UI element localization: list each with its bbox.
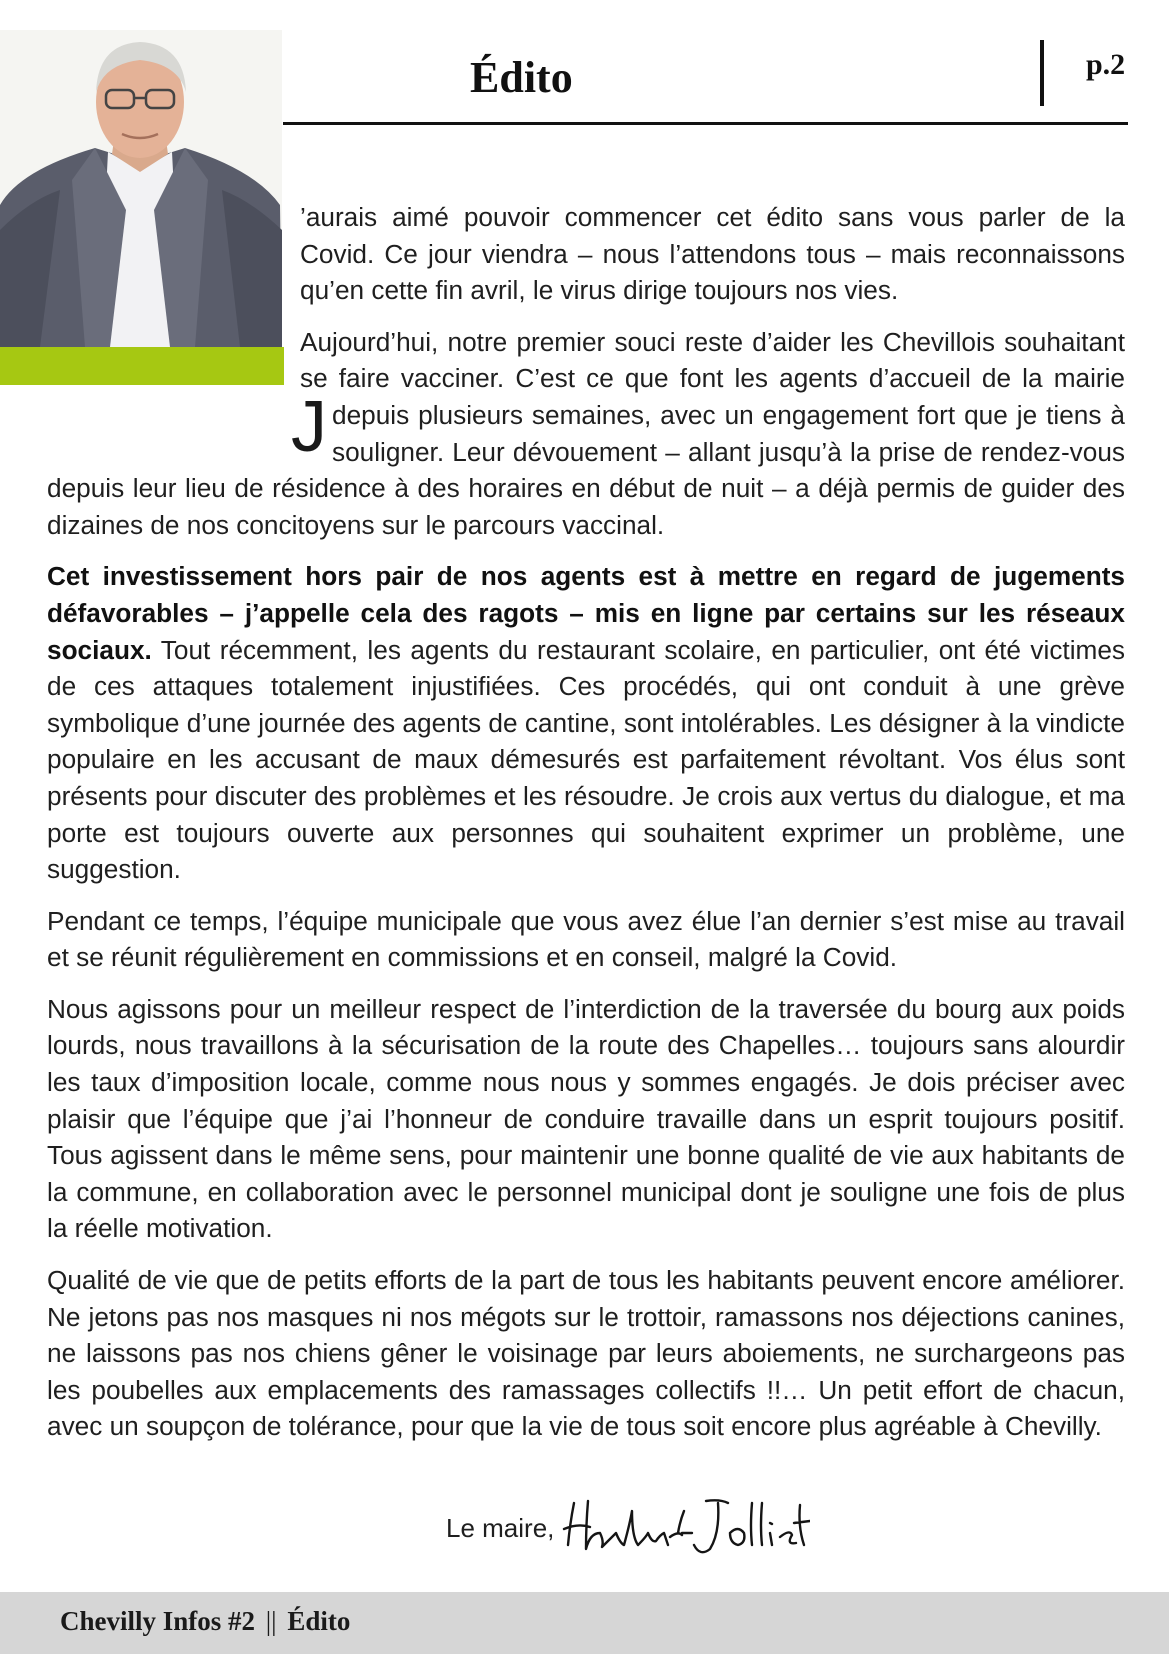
title-underline (283, 122, 1128, 125)
paragraph-2: Aujourd’hui, notre premier souci reste d’aider les Chevillois souhaitant se faire vacciner. C’est ce que font les agents d’accueil de la mairie depuis plusieurs semaines, avec un engagement fort que je tiens à souligner. Leur dévouement – allant jusqu’à la prise de rendez-vous depuis leur lieu de résidence à des horaires en début de nuit – a déjà permis de guider des dizaines de nos concitoyens sur le parcours vaccinal. (47, 326, 1125, 540)
paragraph-6: Qualité de vie que de petits efforts de la part de tous les habitants peuvent encore améliorer. Ne jetons pas nos masques ni nos mégots sur le trottoir, ramassons nos déjections canines, ne laissons pas nos chiens gêner le voisinage par leurs aboiements, ne surchargeons pas les poubelles aux emplacements des ramassages collectifs !!… Un petit effort de chacun, avec un soupçon de tolérance, pour que la vie de tous soit encore plus agréable à Chevilly. (47, 1265, 1125, 1442)
signature-block (446, 1498, 810, 1558)
dropcap: J (291, 387, 327, 467)
paragraph-3-bold: Cet investissement hors pair de nos agents est à mettre en regard de jugements défavorables – j’appelle cela des ragots – mis en ligne par certains sur les réseaux sociaux. (47, 561, 1125, 665)
paragraph-3-text: Tout récemment, les agents du restaurant scolaire, en particulier, ont été victimes de ces attaques totalement injustifiées. Ces procédés, qui ont conduit à une grève symbolique d’une journée des agents de cantine, sont intolérables. Les désigner à la vindicte populaire en les accusant de maux démesurés est parfaitement révoltant. Vos élus sont présents pour discuter des problèmes et les résoudre. Je crois aux vertus du dialogue, et ma porte est toujours ouverte aux personnes qui souhaitent exprimer un problème, une suggestion. (47, 634, 1125, 885)
page-title: Édito (470, 53, 573, 102)
photo-wrap-space-lower (47, 397, 293, 447)
paragraph-4: Pendant ce temps, l’équipe municipale que vous avez élue l’an dernier s’est mise au travail et se réunit régulièrement en commissions et en conseil, malgré la Covid. (47, 905, 1125, 973)
page-number: p.2 (1086, 48, 1126, 81)
footer-publication: Chevilly Infos #2 (60, 1606, 256, 1636)
footer-label (60, 1606, 350, 1637)
header-divider (1040, 40, 1044, 106)
article-body (47, 199, 1125, 1460)
footer-separator: || (265, 1606, 277, 1636)
footer-section: Édito (287, 1606, 351, 1636)
paragraph-1-text: ’aurais aimé pouvoir commencer cet édito sans vous parler de la Covid. Ce jour viendra – nous l’attendons tous – mais reconnaissons qu’en cette fin avril, le virus dirige toujours nos vies. (300, 202, 1125, 306)
photo-wrap-space (47, 199, 300, 397)
paragraph-3 (47, 558, 1125, 887)
page-footer (0, 1592, 1169, 1654)
paragraph-5: Nous agissons pour un meilleur respect de l’interdiction de la traversée du bourg aux poids lourds, nous travaillons à la sécurisation de la route des Chapelles… toujours sans alourdir les taux d’imposition locale, comme nous nous y sommes engagés. Je dois préciser avec plaisir que l’équipe que j’ai l’honneur de conduire travaille dans un esprit toujours positif. Tous agissent dans le même sens, pour maintenir une bonne qualité de vie aux habitants de la commune, en collaboration avec le personnel municipal dont je souligne une fois de plus la réelle motivation. (47, 993, 1125, 1244)
handwritten-signature (560, 1493, 810, 1563)
signature-label: Le maire, (446, 1512, 555, 1543)
